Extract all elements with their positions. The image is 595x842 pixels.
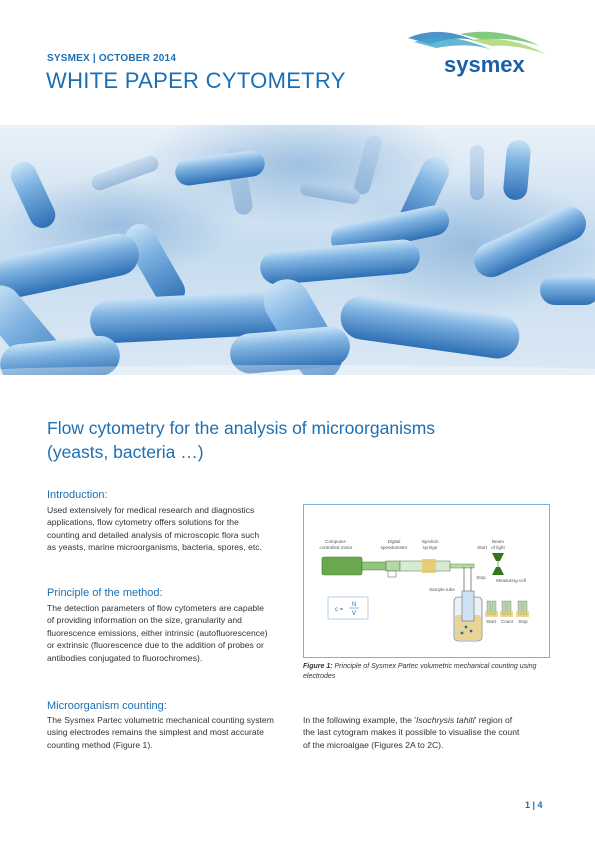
label-seq-start: Start bbox=[486, 619, 496, 624]
article-title-line-1: Flow cytometry for the analysis of microorganisms bbox=[47, 418, 436, 438]
intro-paragraph bbox=[47, 504, 292, 554]
example-text: ' region of bbox=[474, 715, 513, 725]
sequence-tubes bbox=[485, 601, 529, 617]
label-syringe: Injection bbox=[421, 539, 439, 544]
formula-box bbox=[328, 597, 368, 619]
counting-paragraph bbox=[47, 714, 292, 751]
label-motor: controlled motor bbox=[319, 545, 353, 550]
speedometer-shape bbox=[386, 561, 400, 571]
example-text: In the following example, the ' bbox=[303, 715, 416, 725]
label-beam: of light bbox=[491, 545, 505, 550]
formula-n: N bbox=[352, 602, 357, 608]
label-seq-stop: Stop bbox=[518, 619, 528, 624]
syringe-plunger bbox=[422, 559, 436, 573]
intro-heading: Introduction: bbox=[47, 489, 108, 501]
principle-paragraph bbox=[47, 602, 292, 664]
intro-line: counting and detailed analysis of microscopic flora such bbox=[47, 529, 260, 540]
label-stop: Stop bbox=[476, 575, 486, 580]
document-title: WHITE PAPER CYTOMETRY bbox=[46, 68, 346, 93]
label-beam: Beam bbox=[491, 539, 505, 544]
example-line: of the microalgae (Figures 2A to 2C). bbox=[303, 739, 444, 750]
counting-line: using electrodes remains the simplest and most accurate bbox=[47, 727, 264, 738]
header-meta: SYSMEX | OCTOBER 2014 bbox=[47, 53, 177, 64]
page-number: 1 | 4 bbox=[525, 800, 543, 810]
counting-heading: Microorganism counting: bbox=[47, 700, 167, 712]
formula-c: c = bbox=[335, 607, 344, 613]
figure-1-caption bbox=[303, 662, 553, 682]
principle-line: antibodies conjugated to fluorochromes). bbox=[47, 652, 203, 663]
principle-heading: Principle of the method: bbox=[47, 587, 163, 599]
example-paragraph bbox=[303, 714, 553, 751]
motor-shape bbox=[322, 557, 362, 575]
article-title-line-2: (yeasts, bacteria …) bbox=[47, 442, 204, 462]
species-name: Isochrysis tahiti bbox=[415, 715, 475, 725]
label-motor: Computer- bbox=[325, 539, 347, 544]
intro-line: Used extensively for medical research and diagnostics bbox=[47, 505, 255, 515]
caption-label: Figure 1: bbox=[303, 663, 333, 670]
label-syringe: syringe bbox=[422, 545, 438, 550]
example-line: the last cytogram makes it possible to visualise the count bbox=[303, 727, 520, 738]
label-speedometer: speedometer bbox=[380, 545, 408, 550]
article-title bbox=[47, 416, 547, 464]
label-start: Start bbox=[477, 545, 487, 550]
label-measuring-cell: Measuring cell bbox=[496, 578, 526, 583]
caption-line bbox=[303, 662, 553, 672]
logo-text: sysmex bbox=[444, 52, 525, 77]
caption-text: Principle of Sysmex Partec volumetric mechanical counting using bbox=[332, 663, 537, 670]
principle-line: fluorescence emissions, either intrinsic (autofluorescence) bbox=[47, 627, 268, 638]
counting-line: counting method (Figure 1). bbox=[47, 739, 153, 750]
intro-line: as yeasts, marine microorganisms, bacteria, spores, etc. bbox=[47, 542, 262, 553]
formula-v: V bbox=[352, 611, 357, 617]
hero-bacteria-image bbox=[0, 125, 595, 375]
label-sample-tube: Sample tube bbox=[429, 587, 455, 592]
counting-line: The Sysmex Partec volumetric mechanical counting system bbox=[47, 715, 274, 725]
sysmex-logo bbox=[400, 28, 550, 78]
example-line bbox=[303, 714, 553, 726]
caption-line: electrodes bbox=[303, 673, 336, 680]
principle-line: The detection parameters of flow cytometers are capable bbox=[47, 603, 264, 613]
figure-1 bbox=[303, 504, 550, 658]
principle-line: of providing information on the size, granularity and bbox=[47, 615, 242, 626]
principle-line: or extrinsic (fluorescence due to the addition of probes or bbox=[47, 640, 264, 651]
figure-1-diagram bbox=[304, 505, 549, 657]
label-speedometer: Digital bbox=[387, 539, 401, 544]
intro-line: applications, flow cytometry offers solutions for the bbox=[47, 517, 239, 528]
motor-shaft bbox=[362, 562, 386, 570]
label-seq-count: Count bbox=[500, 619, 514, 624]
